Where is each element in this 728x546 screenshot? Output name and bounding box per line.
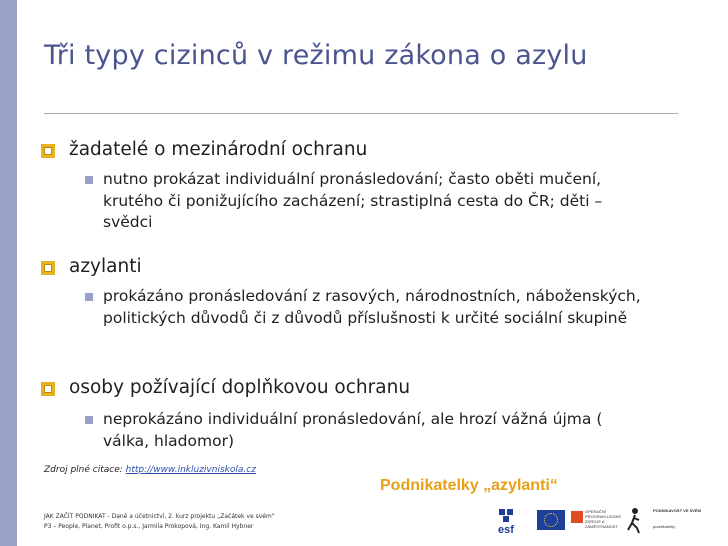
small-square-bullet-icon <box>85 176 93 184</box>
oplzz-mark-icon <box>571 511 583 523</box>
footer-line-1: JAK ZAČÍT PODNIKAT - Daně a účetnictví, 2. kurz projektu „Začátek ve svém“ <box>44 513 275 520</box>
p3-logo-subtext: podnikatelky <box>653 524 676 529</box>
runner-icon <box>625 506 643 534</box>
source-citation <box>44 465 256 475</box>
small-square-bullet-icon <box>85 293 93 301</box>
eu-flag-icon <box>537 510 565 530</box>
p3-logo <box>653 506 703 536</box>
square-bullet-icon <box>41 144 55 158</box>
svg-text:esf: esf <box>498 524 514 536</box>
square-bullet-icon <box>41 261 55 275</box>
highlight-caption: Podnikatelky „azylanti“ <box>380 477 558 494</box>
sub-item <box>85 286 645 329</box>
list-item-label: osoby požívající doplňkovou ochranu <box>69 377 411 398</box>
footer-line-2: P3 – People, Planet, Profit o.p.s., Jarmila Prokopová, Ing. Kamil Hybner <box>44 523 254 530</box>
p3-logo-text: PODNIKAVOST VE SVÉM <box>653 508 701 513</box>
sub-item-text: prokázáno pronásledování z rasových, národnostních, náboženských, politických důvodů či z důvodů příslušnosti k určité sociální skupině <box>103 287 641 327</box>
sub-item-text: neprokázáno individuální pronásledování, ale hrozí vážná újma ( válka, hladomor) <box>103 410 603 450</box>
oplzz-text: OPERAČNÍ PROGRAM LIDSKÉ ZDROJE A ZAMĚSTNANOST <box>585 509 622 529</box>
oplzz-logo <box>571 506 623 536</box>
list-item-label: azylanti <box>69 256 142 277</box>
sub-item-text: nutno prokázat individuální pronásledování; často oběti mučení, krutého či ponižujícího zacházení; strastiplná cesta do ČR; děti – svědci <box>103 170 603 231</box>
runner-logo <box>625 506 643 536</box>
slide-title: Tři typy cizinců v režimu zákona o azylu <box>44 40 588 71</box>
title-divider <box>44 113 678 114</box>
small-square-bullet-icon <box>85 416 93 424</box>
footer <box>44 512 275 532</box>
sponsor-logos <box>497 506 702 536</box>
left-accent-bar <box>0 0 17 546</box>
citation-link[interactable]: http://www.inkluzivniskola.cz <box>125 465 256 475</box>
list-item-label: žadatelé o mezinárodní ochranu <box>69 139 368 160</box>
sub-item <box>85 409 645 452</box>
esf-logo-icon <box>497 506 531 536</box>
citation-prefix: Zdroj plné citace: <box>44 465 126 475</box>
sub-item <box>85 169 645 234</box>
square-bullet-icon <box>41 382 55 396</box>
esf-logo <box>497 506 531 536</box>
